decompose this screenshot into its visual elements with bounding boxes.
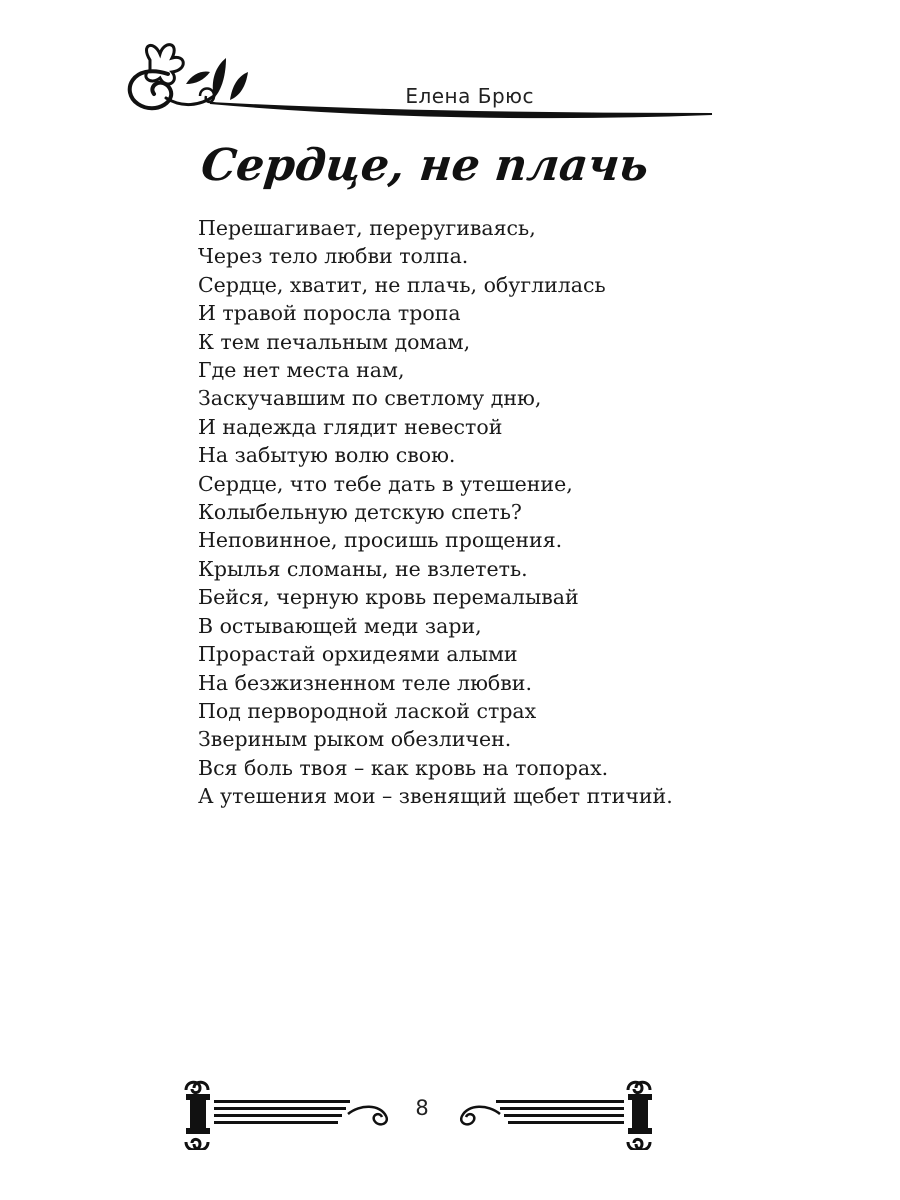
poem-line: Колыбельную детскую спеть? (198, 500, 522, 525)
poem-line: Неповинное, просишь прощения. (198, 528, 563, 553)
poem-line: И надежда глядит невестой (198, 414, 503, 439)
scroll-column-icon (628, 1082, 652, 1150)
poem-line: Где нет места нам, (198, 358, 405, 383)
running-header-author: Елена Брюс (405, 84, 534, 108)
poem-line: На забытую волю свою. (198, 443, 456, 468)
poem-line: Через тело любви толпа. (198, 244, 469, 269)
poem-line: Сердце, хватит, не плачь, обуглилась (198, 272, 606, 297)
poem-line: Звериным рыком обезличен. (198, 727, 512, 752)
poem-line: К тем печальным домам, (198, 329, 471, 354)
footer-ornament (0, 1070, 900, 1150)
poem-title: Сердце, не плачь (198, 140, 652, 191)
poem-line: Под первородной лаской страх (198, 698, 537, 723)
poem-line: На безжизненном теле любви. (198, 670, 532, 695)
poem-line: В остывающей меди зари, (198, 613, 482, 638)
poem-line: Крылья сломаны, не взлететь. (198, 556, 528, 581)
poem-body (198, 214, 838, 811)
poem-line: А утешения мои – звенящий щебет птичий. (198, 784, 673, 809)
poem-line: Вся боль твоя – как кровь на топорах. (198, 755, 609, 780)
poem-line: Сердце, что тебе дать в утешение, (198, 471, 573, 496)
page-number: 8 (415, 1096, 429, 1120)
poem-line: И травой поросла тропа (198, 301, 461, 326)
floral-swirl-icon (0, 0, 900, 140)
poem-line: Бейся, черную кровь перемалывай (198, 585, 579, 610)
poem-line: Заскучавшим по светлому дню, (198, 386, 542, 411)
poem-line: Прорастай орхидеями алыми (198, 642, 518, 667)
scroll-column-icon (186, 1082, 210, 1150)
poem-line: Перешагивает, переругиваясь, (198, 216, 536, 240)
